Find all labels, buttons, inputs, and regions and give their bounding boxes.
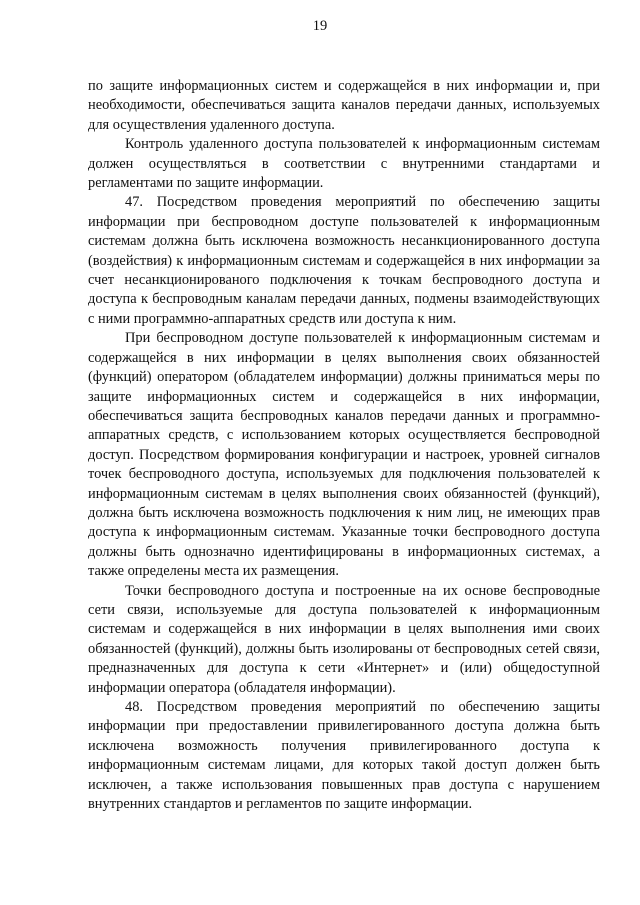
paragraph-item-47: 47. Посредством проведения мероприятий по обеспечению защиты информации при беспроводном доступе пользователей к информационным системам должна быть исключена возможность несанкционированного доступа (воздействия) к информационным системам и содержащейся в них информации за счет несанкционированого подключения к точкам беспроводного доступа и доступа к беспроводным каналам передачи данных, подмены взаимодействующих с ними программно-аппаратных средств или доступа к ним. bbox=[88, 194, 600, 327]
paragraph-wireless-isolation: Точки беспроводного доступа и построенные на их основе беспроводные сети связи, используемые для доступа пользователей к информационным системам и содержащейся в них информации в целях выполнения ими своих обязанностей (функций), должны быть изолированы от беспроводных сетей связи, предназначенных для доступа к сети «Интернет» и (или) общедоступной информации оператора (обладателя информации). bbox=[88, 582, 600, 696]
page-number: 19 bbox=[312, 18, 328, 34]
body-text bbox=[88, 77, 600, 814]
paragraph-wireless-measures: При беспроводном доступе пользователей к информационным системам и содержащейся в них информации в целях выполнения своих обязанностей (функций) оператором (обладателем информации) должны приниматься меры по защите информационных систем и содержащейся в них информации, обеспечиваться защита беспроводных каналов передачи данных и программно-аппаратных средств, с использованием которых осуществляется беспроводной доступ. Посредством формирования конфигурации и настроек, уровней сигналов точек беспроводного доступа, используемых для подключения пользователей к информационным системам в целях выполнения своих обязанностей (функций), должна быть исключена возможность подключения к ним лиц, не имеющих прав доступа к информационным системам. Указанные точки беспроводного доступа должны быть однозначно идентифицированы в информационных системах, а также определены места их размещения. bbox=[88, 330, 600, 580]
paragraph-remote-access-control: Контроль удаленного доступа пользователей к информационным системам должен осуществляться в соответствии с внутренними стандартами и регламентами по защите информации. bbox=[88, 136, 600, 192]
paragraph-continuation: по защите информационных систем и содержащейся в них информации и, при необходимости, обеспечиваться защита каналов передачи данных, используемых для осуществления удаленного доступа. bbox=[88, 78, 600, 133]
paragraph-item-48: 48. Посредством проведения мероприятий по обеспечению защиты информации при предоставлении привилегированного доступа должна быть исключена возможность получения привилегированного доступа к информационным системам лицами, для которых такой доступ должен быть исключен, а также использования повышенных прав доступа с нарушением внутренних стандартов и регламентов по защите информации. bbox=[88, 699, 600, 813]
